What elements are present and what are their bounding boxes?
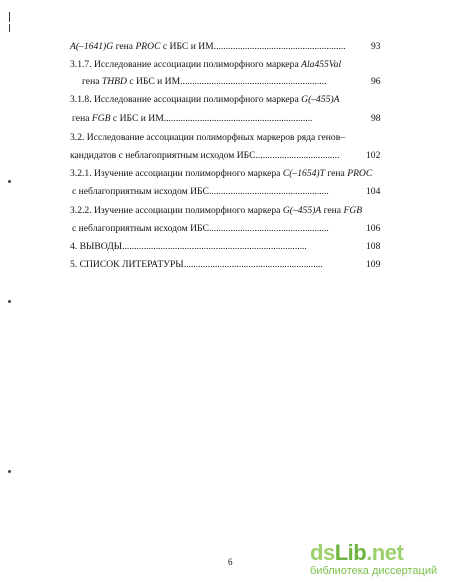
dslib-logo: dsLib.net	[310, 540, 404, 565]
toc-entry: с неблагоприятным исходом ИБС..................................................	[72, 186, 329, 197]
toc-page-number: 106	[366, 223, 381, 234]
toc-marker: A(–1641)G	[70, 41, 114, 52]
toc-page-number: 96	[371, 76, 381, 87]
toc-entry: 4. ВЫВОДЫ.............................................................................	[70, 241, 307, 252]
toc-gene: PROC	[347, 168, 373, 179]
toc-leader: .......................................................	[213, 41, 346, 52]
toc-entry: 3.2. Исследование ассоциации полиморфных маркеров ряда генов–	[70, 132, 346, 143]
toc-leader: ..............................................................	[163, 113, 313, 124]
toc-entry: A(–1641)G гена PROC с ИБС и ИМ.......................................................	[70, 41, 346, 52]
scan-margin-dot	[8, 470, 11, 473]
toc-marker: Ala455Val	[301, 59, 342, 70]
toc-page-number: 109	[366, 259, 381, 270]
toc-entry: гена THBD с ИБС и ИМ.............................................................	[82, 76, 327, 87]
toc-leader: .............................................................	[180, 76, 327, 87]
toc-leader: ..................................................	[208, 223, 329, 234]
toc-entry: 5. СПИСОК ЛИТЕРАТУРЫ..........................................................	[70, 259, 323, 270]
scan-margin-mark	[9, 24, 10, 32]
toc-page-number: 104	[366, 186, 381, 197]
toc-entry: с неблагоприятным исходом ИБС..................................................	[72, 223, 329, 234]
toc-gene: FGB	[91, 113, 111, 124]
toc-entry: 3.1.8. Исследование ассоциации полиморфного маркера G(–455)A	[70, 94, 340, 105]
toc-marker: G(–455)A	[282, 205, 322, 216]
scan-margin-mark	[9, 12, 10, 22]
toc-marker: G(–455)A	[301, 94, 340, 105]
scan-margin-dot	[8, 300, 11, 303]
toc-entry: 3.2.2. Изучение ассоциации полиморфного маркера G(–455)A гена FGB	[70, 205, 363, 216]
dslib-watermark[interactable]	[310, 540, 444, 578]
toc-page-number: 102	[366, 150, 381, 161]
toc-page-number: 108	[366, 241, 381, 252]
toc-gene: FGB	[343, 205, 363, 216]
toc-entry: кандидатов с неблагоприятным исходом ИБС...................................	[70, 150, 340, 161]
toc-page-number: 93	[371, 41, 381, 52]
toc-gene: THBD	[101, 76, 127, 87]
toc-page-number: 98	[371, 113, 381, 124]
scan-margin-dot	[8, 180, 11, 183]
toc-entry: гена FGB с ИБС и ИМ..............................................................	[72, 113, 313, 124]
toc-entry: 3.1.7. Исследование ассоциации полиморфного маркера Ala455Val	[70, 59, 342, 70]
dslib-subtitle: библиотека диссертаций	[310, 565, 438, 577]
page-number: 6	[228, 557, 233, 567]
toc-leader: ...................................	[255, 150, 340, 161]
toc-leader: ..........................................................	[183, 259, 323, 270]
toc-marker: C(–1654)T	[282, 168, 325, 179]
toc-gene: PROC	[135, 41, 161, 52]
toc-entry: 3.2.1. Изучение ассоциации полиморфного маркера C(–1654)T гена PROC	[70, 168, 373, 179]
toc-leader: .............................................................................	[122, 241, 307, 252]
toc-leader: ..................................................	[208, 186, 329, 197]
